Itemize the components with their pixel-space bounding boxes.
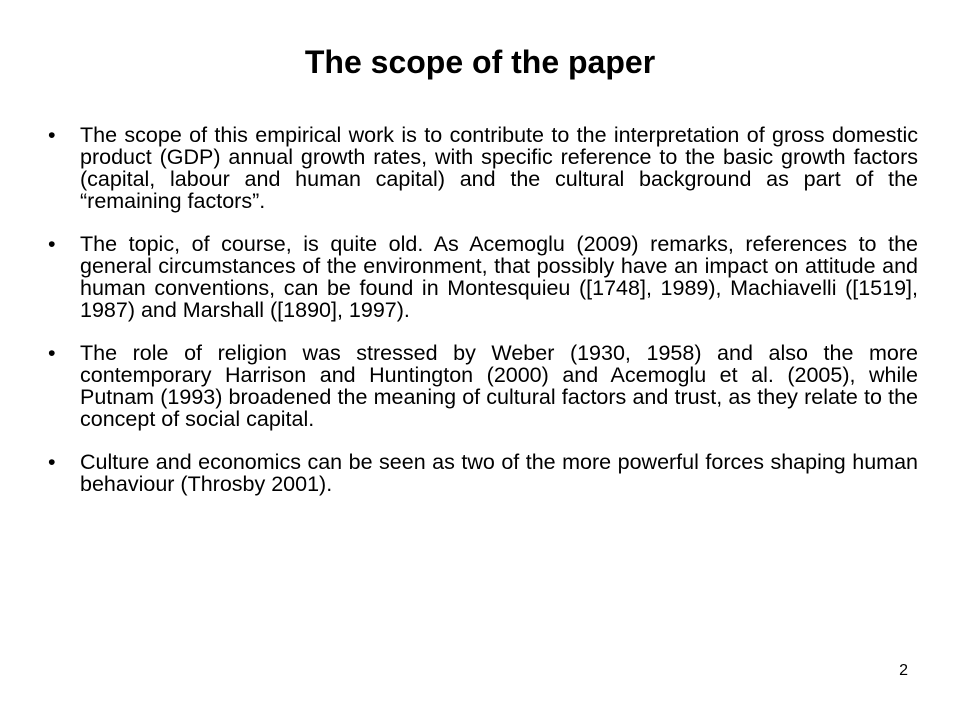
bullet-item-religion bbox=[48, 342, 918, 430]
bullet-marker: • bbox=[48, 341, 56, 365]
bullet-marker: • bbox=[48, 450, 56, 474]
bullet-item-topic bbox=[48, 233, 918, 321]
bullet-text: The scope of this empirical work is to contribute to the interpretation of gross domestic product (GDP) annual growth rates, with specific reference to the basic growth factors (capital, labour and human capital) and the cultural background as part of the “remaining factors”. bbox=[80, 123, 918, 213]
bullet-marker: • bbox=[48, 232, 56, 256]
bullet-item-scope bbox=[48, 124, 918, 212]
bullet-text: The topic, of course, is quite old. As Acemoglu (2009) remarks, references to the general circumstances of the environment, that possibly have an impact on attitude and human conventions, can be found in Montesquieu ([1748], 1989), Machiavelli ([1519], 1987) and Marshall ([1890], 1997). bbox=[80, 232, 918, 322]
bullet-marker: • bbox=[48, 123, 56, 147]
page-number: 2 bbox=[899, 662, 908, 679]
slide-title: The scope of the paper bbox=[304, 44, 656, 80]
bullet-text: The role of religion was stressed by Weber (1930, 1958) and also the more contemporary Harrison and Huntington (2000) and Acemoglu et al. (2005), while Putnam (1993) broadened the meaning of cultural factors and trust, as they relate to the concept of social capital. bbox=[80, 341, 918, 431]
bullet-item-culture bbox=[48, 451, 918, 495]
bullet-list bbox=[48, 124, 918, 516]
bullet-text: Culture and economics can be seen as two of the more powerful forces shaping human behaviour (Throsby 2001). bbox=[80, 450, 918, 496]
